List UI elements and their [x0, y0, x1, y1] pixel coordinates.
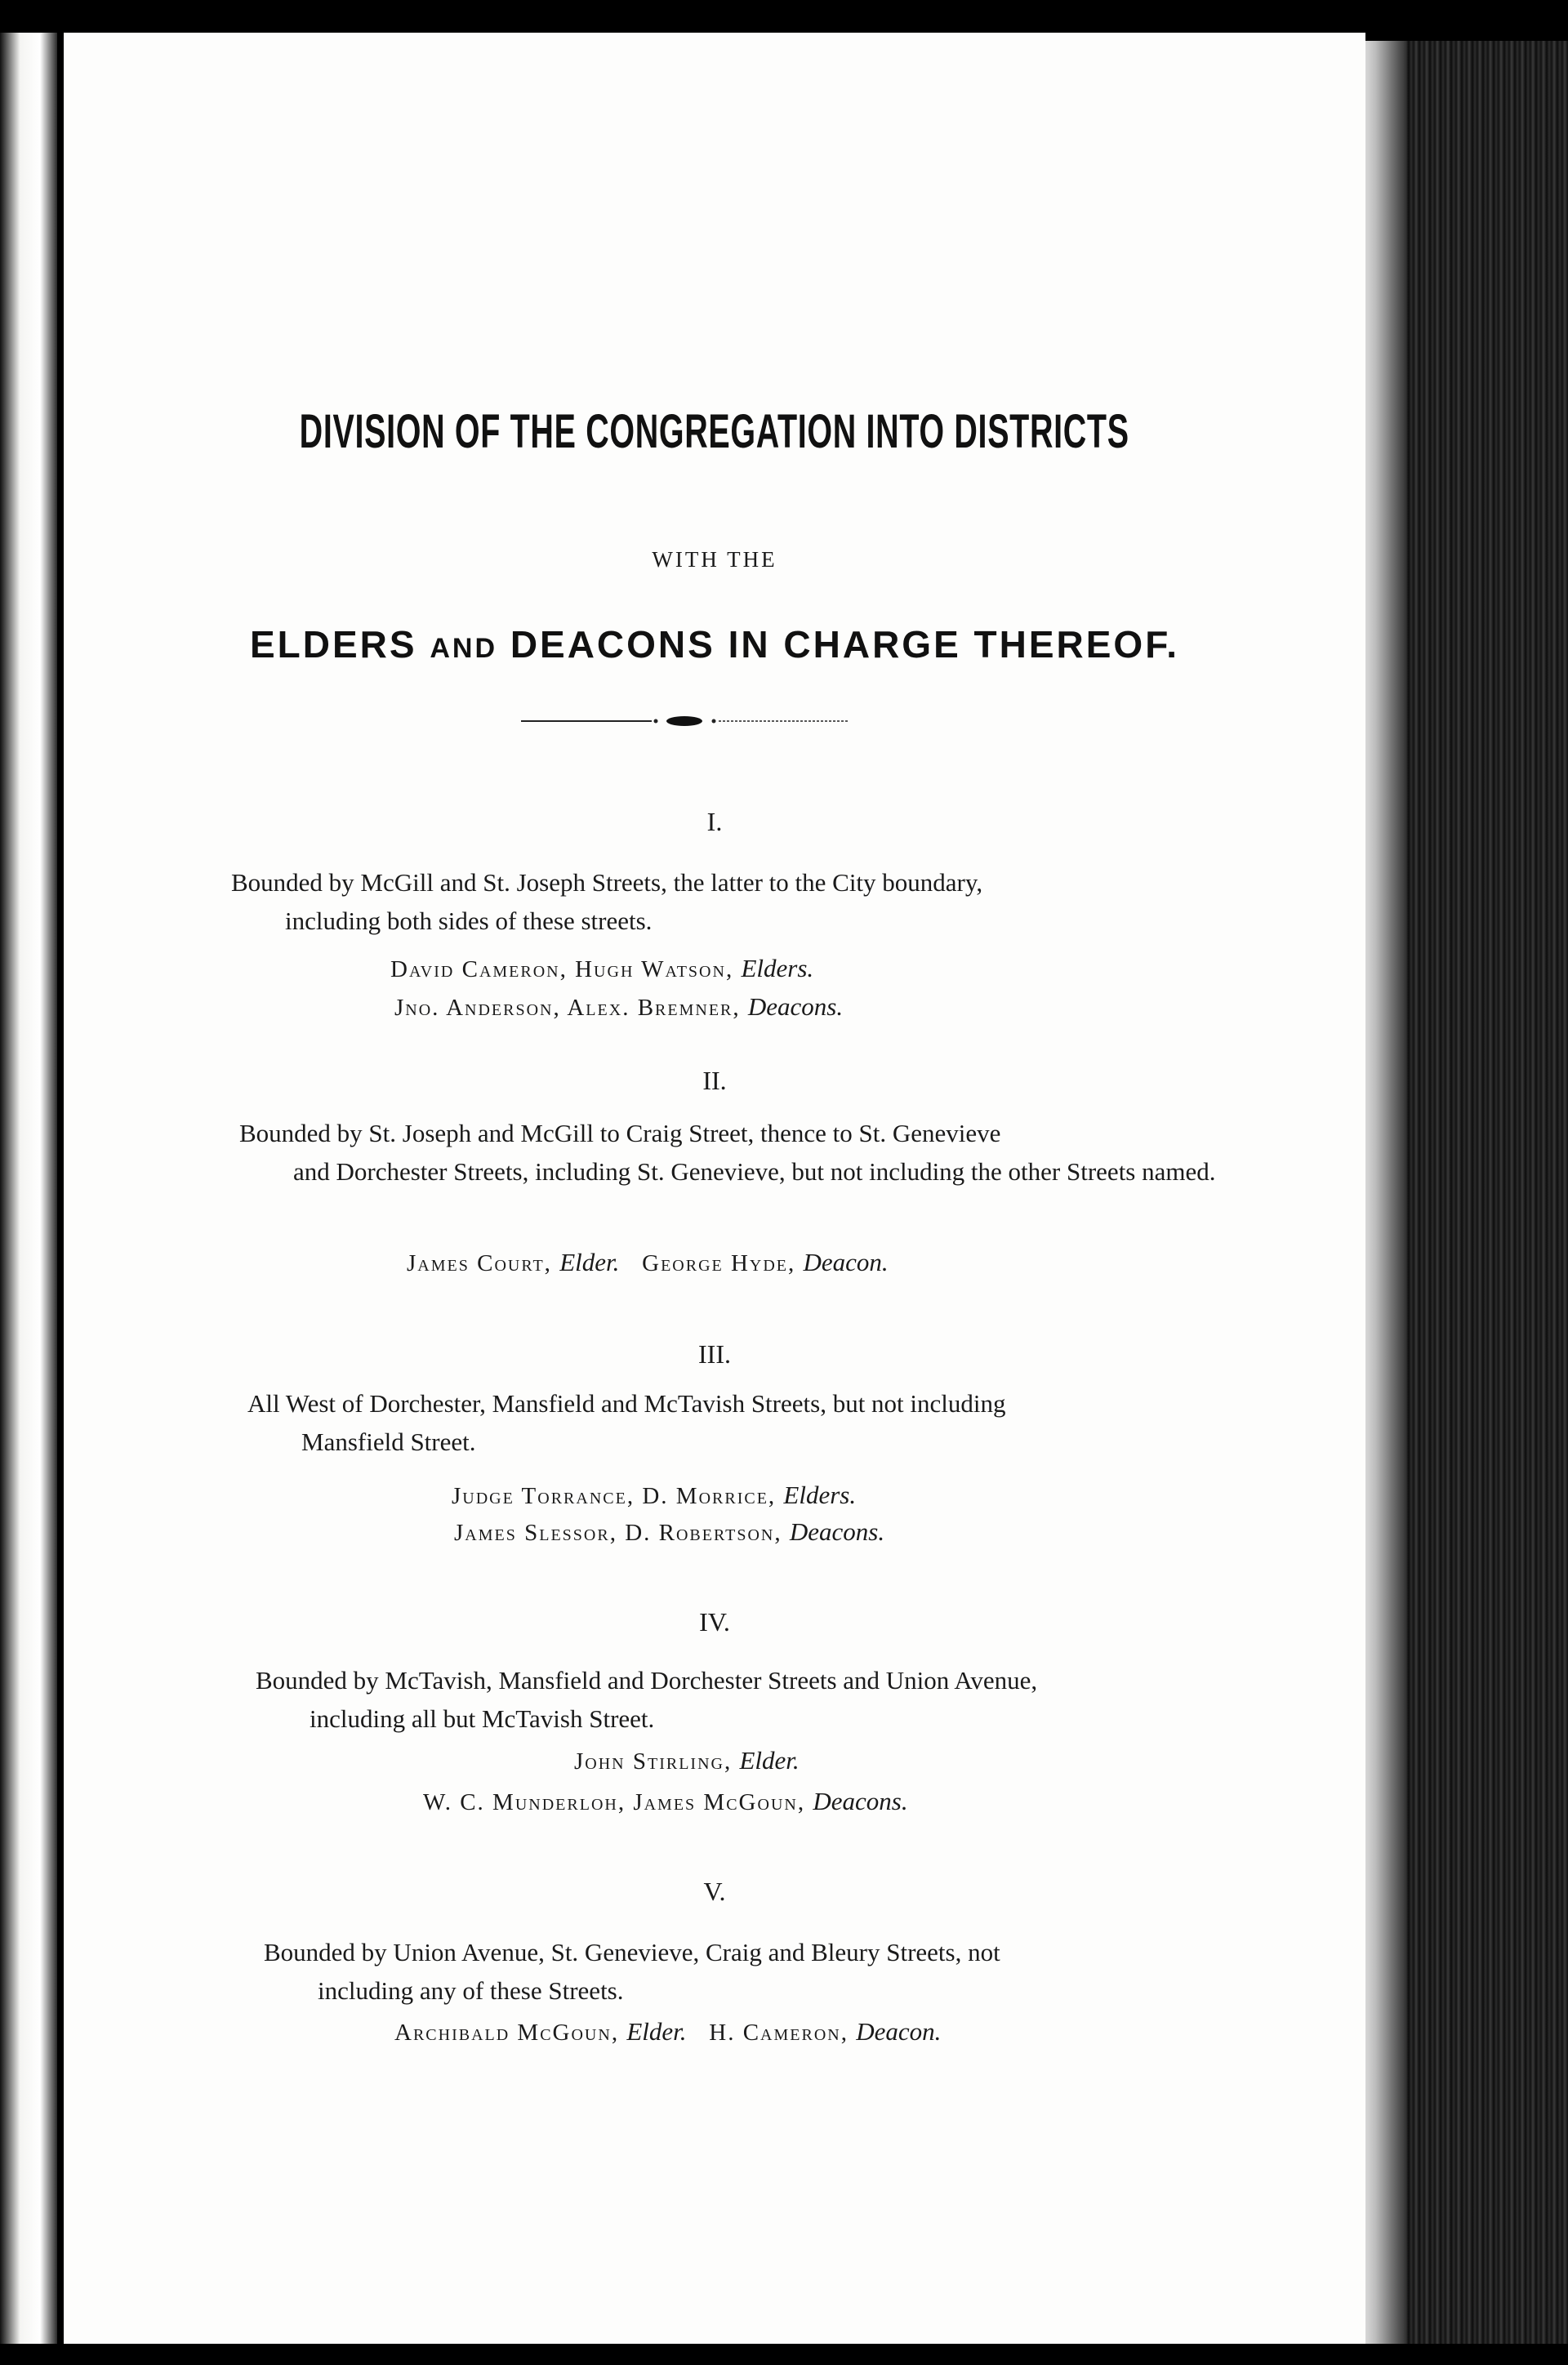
- district-description: [239, 1115, 1252, 1191]
- officer-role-2: Deacon.: [856, 2017, 942, 2046]
- description-line: Bounded by Union Avenue, St. Genevieve, Craig and Bleury Streets, not: [264, 1938, 1000, 1966]
- officer-role: Elders.: [741, 954, 814, 982]
- page-title: DIVISION OF THE CONGREGATION INTO DISTRICTS: [299, 405, 1129, 458]
- book-page: [64, 33, 1365, 2344]
- officer-role: Elder.: [739, 1746, 800, 1775]
- description-line: Bounded by McGill and St. Joseph Streets, the latter to the City boundary,: [231, 868, 983, 897]
- officers-line: [394, 2017, 941, 2047]
- officers-line: [423, 1787, 908, 1816]
- officer-names-2: George Hyde,: [642, 1250, 796, 1276]
- description-continuation: including all but McTavish Street.: [310, 1704, 655, 1733]
- district-description: [264, 1934, 1276, 2010]
- district-numeral: V.: [703, 1877, 726, 1906]
- district-description: [231, 864, 1244, 940]
- officer-names: Archibald McGoun,: [394, 2020, 620, 2046]
- description-continuation: including both sides of these streets.: [285, 906, 653, 935]
- officer-role: Elder.: [559, 1248, 620, 1276]
- district-description: [256, 1662, 1268, 1738]
- officer-role: Deacons.: [747, 992, 844, 1021]
- officer-role-2: Deacon.: [803, 1248, 889, 1276]
- officer-names: W. C. Munderloh, James McGoun,: [423, 1789, 806, 1815]
- description-line: All West of Dorchester, Mansfield and McTavish Streets, but not including: [247, 1389, 1006, 1418]
- district-description: [247, 1385, 1260, 1461]
- officers-line: [452, 1481, 856, 1510]
- district-numeral: I.: [706, 807, 723, 836]
- officers-line: [454, 1517, 884, 1547]
- subtitle-with: WITH THE: [652, 547, 777, 572]
- subtitle-in-charge: IN CHARGE THEREOF.: [728, 623, 1179, 666]
- district-numeral: II.: [702, 1066, 727, 1095]
- officers-line: [574, 1746, 800, 1775]
- subtitle-elders: ELDERS: [249, 623, 417, 666]
- officer-role: Elder.: [626, 2017, 687, 2046]
- officer-role: Deacons.: [789, 1517, 885, 1546]
- officers-line: [390, 954, 813, 983]
- subtitle-deacons: DEACONS: [510, 623, 715, 666]
- description-line: Bounded by McTavish, Mansfield and Dorchester Streets and Union Avenue,: [256, 1666, 1038, 1695]
- district-numeral: III.: [698, 1339, 731, 1369]
- officer-names: James Slessor, D. Robertson,: [454, 1520, 782, 1546]
- description-continuation: Mansfield Street.: [301, 1427, 476, 1456]
- officer-names: David Cameron, Hugh Watson,: [390, 956, 734, 982]
- left-page-edge: [0, 33, 57, 2344]
- description-line: Bounded by St. Joseph and McGill to Craig Street, thence to St. Genevieve: [239, 1119, 1001, 1147]
- officers-line: [394, 992, 843, 1022]
- district-numeral: IV.: [699, 1607, 730, 1637]
- subtitle-and: AND: [430, 633, 498, 664]
- subtitle: [64, 622, 1365, 666]
- officer-names: Jno. Anderson, Alex. Bremner,: [394, 995, 741, 1021]
- ornament-divider: [521, 709, 848, 733]
- description-continuation: including any of these Streets.: [318, 1975, 624, 2005]
- officer-names: Judge Torrance, D. Morrice,: [452, 1483, 777, 1509]
- description-continuation: and Dorchester Streets, including St. Genevieve, but not including the other Streets named.: [293, 1156, 1216, 1186]
- officer-names: James Court,: [407, 1250, 552, 1276]
- officer-role: Elders.: [783, 1481, 857, 1509]
- officer-names-2: H. Cameron,: [709, 2020, 849, 2046]
- officers-line: [407, 1248, 889, 1277]
- officer-names: John Stirling,: [574, 1748, 733, 1775]
- officer-role: Deacons.: [813, 1787, 908, 1815]
